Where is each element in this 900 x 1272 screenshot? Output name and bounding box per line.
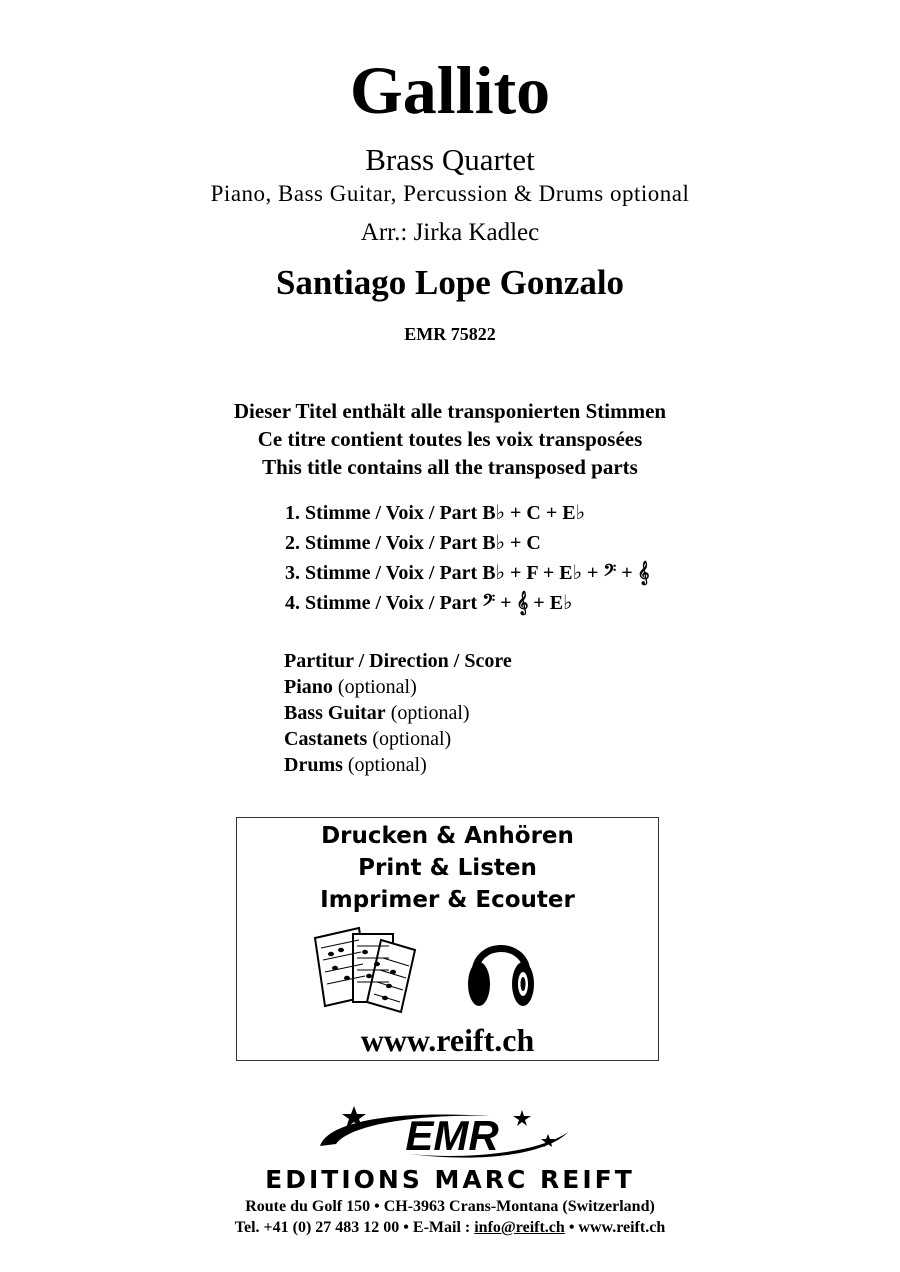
parts-list <box>285 498 650 618</box>
subtitle: Brass Quartet <box>365 142 535 177</box>
publisher-name: EDITIONS MARC REIFT <box>265 1165 635 1194</box>
contains-line-fr: Ce titre contient toutes les voix transposées <box>257 427 643 451</box>
headphones-icon <box>465 926 537 1010</box>
extra-name: Partitur / Direction / Score <box>284 650 512 672</box>
part-row <box>285 528 650 558</box>
print-listen-line-en: Print & Listen <box>358 855 537 881</box>
sheet-music-icon <box>309 924 421 1014</box>
contains-line-en: This title contains all the transposed parts <box>262 455 638 479</box>
page-title: Gallito <box>349 52 551 128</box>
publisher-address: Route du Golf 150 • CH-3963 Crans-Montana (Switzerland) <box>245 1198 655 1215</box>
composer: Santiago Lope Gonzalo <box>275 263 625 302</box>
contact-email-link[interactable]: info@reift.ch <box>474 1219 565 1236</box>
print-listen-box <box>236 817 659 1061</box>
extra-item <box>284 726 512 752</box>
part-keys: B♭ + C <box>482 532 541 554</box>
publisher-contact <box>0 1218 900 1238</box>
extra-item <box>284 700 512 726</box>
contains-line-de: Dieser Titel enthält alle transponierten Stimmen <box>233 399 667 423</box>
part-label: 2. Stimme / Voix / Part <box>285 532 478 554</box>
extra-note: (optional) <box>372 728 452 750</box>
part-keys: B♭ + F + E♭ + 𝄢 + 𝄞 <box>482 562 650 584</box>
part-row <box>285 588 650 618</box>
extra-item <box>284 674 512 700</box>
part-label: 1. Stimme / Voix / Part <box>285 502 478 524</box>
contains-notice <box>0 397 900 481</box>
extra-item <box>284 648 512 674</box>
part-row <box>285 558 650 588</box>
extra-note: (optional) <box>347 754 427 776</box>
part-label: 4. Stimme / Voix / Part <box>285 592 478 614</box>
contact-tel: Tel. +41 (0) 27 483 12 00 • E-Mail : <box>234 1219 471 1236</box>
contact-web: • www.reift.ch <box>568 1219 666 1236</box>
extra-item <box>284 752 512 778</box>
extra-note: (optional) <box>337 676 417 698</box>
extras-list <box>284 648 512 778</box>
print-listen-line-de: Drucken & Anhören <box>321 823 574 849</box>
extra-note: (optional) <box>390 702 470 724</box>
extra-name: Piano <box>284 676 333 698</box>
part-keys: B♭ + C + E♭ <box>482 502 586 524</box>
emr-logo-text: EMR <box>405 1112 499 1159</box>
arranger: Arr.: Jirka Kadlec <box>360 219 540 246</box>
part-label: 3. Stimme / Voix / Part <box>285 562 478 584</box>
extra-name: Castanets <box>284 728 368 750</box>
print-listen-line-fr: Imprimer & Ecouter <box>320 887 575 913</box>
emr-logo <box>300 1104 600 1164</box>
instrumentation: Piano, Bass Guitar, Percussion & Drums optional <box>210 181 690 206</box>
website-link[interactable]: www.reift.ch <box>360 1022 535 1058</box>
extra-name: Bass Guitar <box>284 702 386 724</box>
extra-name: Drums <box>284 754 343 776</box>
part-row <box>285 498 650 528</box>
part-keys: 𝄢 + 𝄞 + E♭ <box>482 592 573 614</box>
catalog-number: EMR 75822 <box>404 324 496 344</box>
